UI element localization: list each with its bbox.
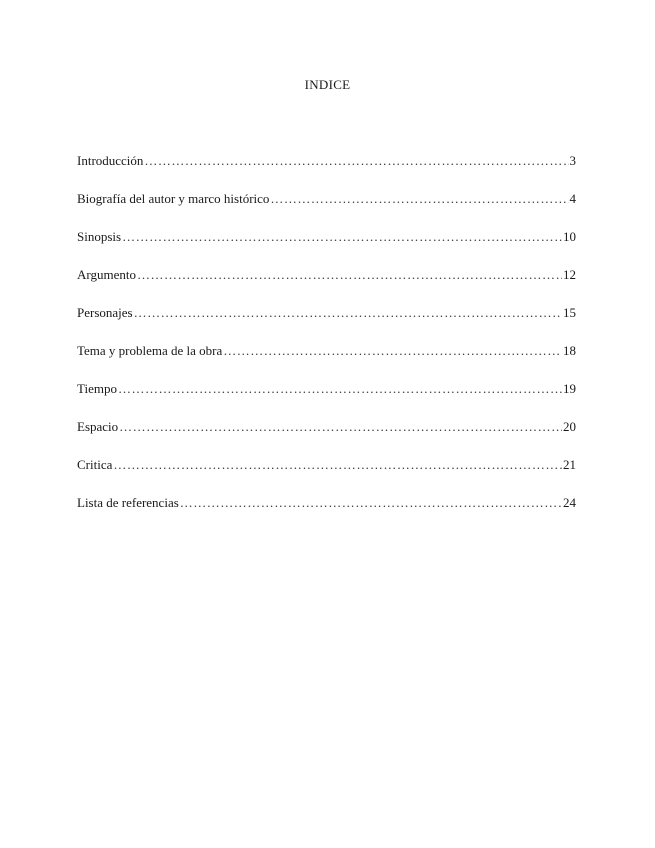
toc-entry-sinopsis <box>77 229 576 267</box>
toc-dot-leader <box>113 457 562 472</box>
toc-entry-label: Lista de referencias <box>77 495 179 510</box>
toc-entry-page: 12 <box>563 267 576 282</box>
toc-entry-label: Sinopsis <box>77 229 122 244</box>
toc-entry-page: 24 <box>563 495 576 510</box>
toc-entry-page: 10 <box>563 229 576 244</box>
toc-entry-label: Critica <box>77 457 113 472</box>
toc-entry-page: 20 <box>563 419 576 434</box>
toc-entry-introduccion <box>77 153 576 191</box>
toc-entry-page: 4 <box>569 191 576 206</box>
toc-dot-leader <box>270 191 568 206</box>
table-of-contents <box>77 153 576 533</box>
toc-entry-espacio <box>77 419 576 457</box>
toc-dot-leader <box>180 495 562 510</box>
toc-entry-label: Argumento <box>77 267 136 282</box>
toc-dot-leader <box>122 229 562 244</box>
toc-dot-leader <box>134 305 562 320</box>
toc-entry-page: 15 <box>563 305 576 320</box>
toc-entry-label: Biografía del autor y marco histórico <box>77 191 270 206</box>
toc-entry-page: 21 <box>563 457 576 472</box>
toc-entry-page: 3 <box>569 153 576 168</box>
toc-entry-label: Tema y problema de la obra <box>77 343 223 358</box>
toc-entry-tema <box>77 343 576 381</box>
toc-dot-leader <box>144 153 568 168</box>
toc-entry-tiempo <box>77 381 576 419</box>
toc-dot-leader <box>137 267 562 282</box>
toc-entry-label: Tiempo <box>77 381 117 396</box>
toc-entry-label: Espacio <box>77 419 119 434</box>
toc-entry-referencias <box>77 495 576 533</box>
toc-dot-leader <box>223 343 562 358</box>
toc-entry-label: Personajes <box>77 305 133 320</box>
toc-entry-biografia <box>77 191 576 229</box>
toc-entry-label: Introducción <box>77 153 144 168</box>
toc-dot-leader <box>119 419 562 434</box>
toc-entry-page: 19 <box>563 381 576 396</box>
toc-entry-critica <box>77 457 576 495</box>
toc-entry-argumento <box>77 267 576 305</box>
page-title: INDICE <box>304 77 351 92</box>
toc-entry-page: 18 <box>563 343 576 358</box>
toc-entry-personajes <box>77 305 576 343</box>
toc-dot-leader <box>118 381 562 396</box>
